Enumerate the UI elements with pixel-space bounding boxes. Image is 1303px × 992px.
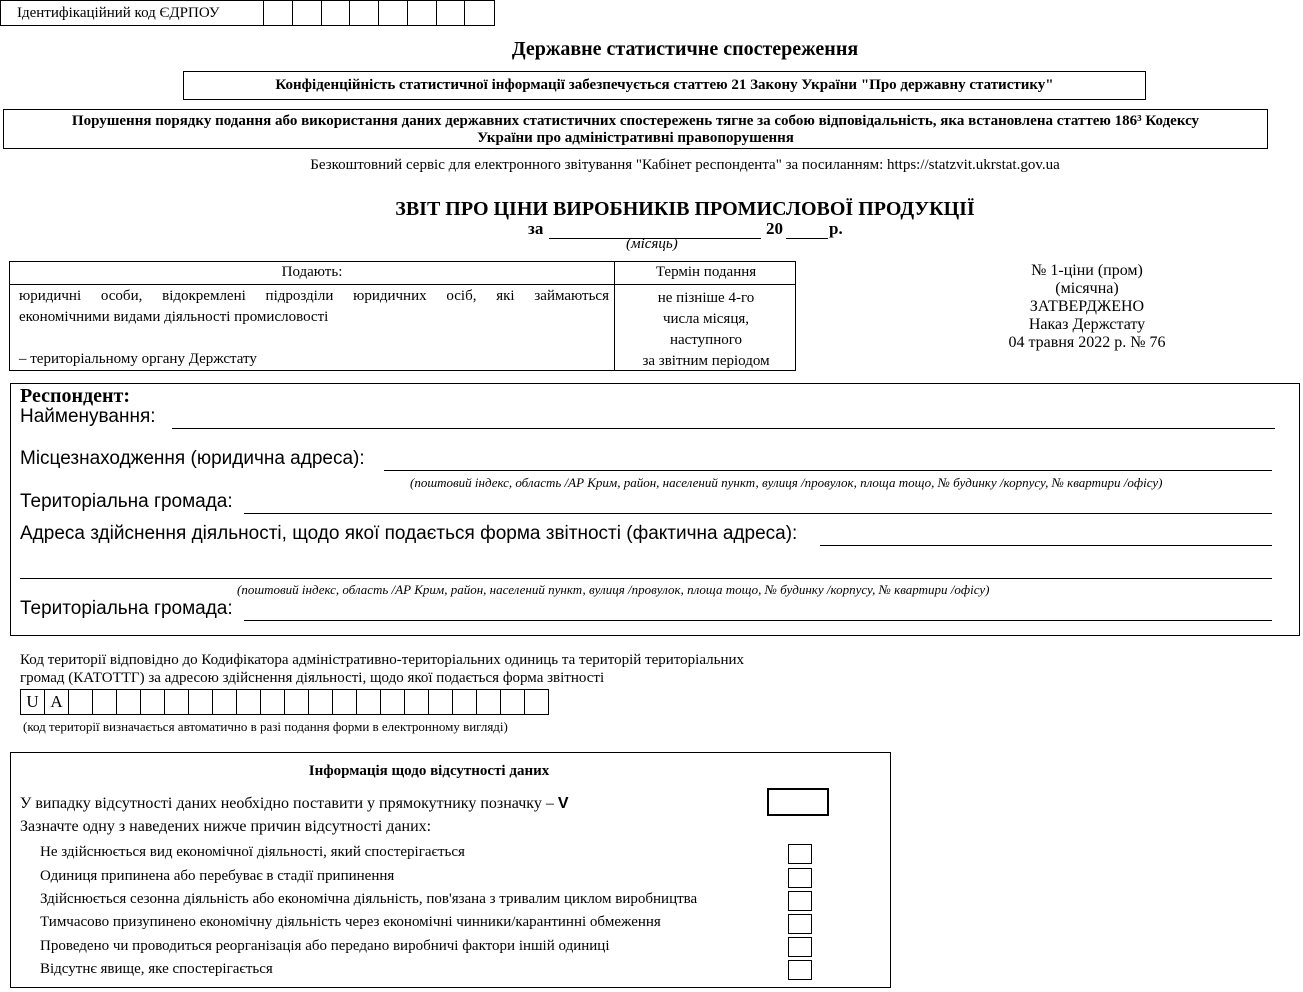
reason-1-label: Не здійснюється вид економічної діяльності, який спостерігається [40, 844, 465, 860]
edrpou-digit-cell[interactable] [322, 1, 351, 25]
katottg-digit-cell[interactable] [356, 689, 381, 715]
reason-2-label: Одиниця припинена або перебуває в стадії припинення [40, 868, 395, 884]
absence-mark-box[interactable] [767, 788, 829, 816]
deadline-line-2: числа місяця, [662, 311, 749, 327]
submission-table [9, 261, 796, 371]
reason-6-label: Відсутнє явище, яке спостерігається [40, 961, 273, 977]
period-prefix: за [528, 219, 544, 238]
respondent-section [10, 383, 1300, 636]
absence-choose-text: Зазначте одну з наведених нижче причин відсутності даних: [20, 818, 432, 835]
report-title: ЗВІТ ПРО ЦІНИ ВИРОБНИКІВ ПРОМИСЛОВОЇ ПРОДУКЦІЇ [395, 198, 975, 220]
katottg-digit-cell[interactable] [500, 689, 525, 715]
respondent-heading: Респондент: [20, 385, 130, 407]
survey-title: Державне статистичне спостереження [511, 38, 859, 60]
katottg-digit-cell[interactable] [164, 689, 189, 715]
approval-block [935, 262, 1239, 352]
katottg-note: (код території визначається автоматично в разі подання форми в електронному вигляді) [23, 719, 508, 734]
reason-4-checkbox[interactable] [788, 914, 812, 934]
katottg-digit-cell[interactable] [260, 689, 285, 715]
community-label-2: Територіальна громада: [20, 598, 233, 619]
edrpou-digit-cell[interactable] [350, 1, 379, 25]
edrpou-digit-cell[interactable] [408, 1, 437, 25]
reason-5-checkbox[interactable] [788, 937, 812, 957]
edrpou-digit-cell[interactable] [437, 1, 466, 25]
name-label: Найменування: [20, 406, 156, 427]
legal-address-hint: (поштовий індекс, область /АР Крим, район, населений пункт, вулиця /провулок, площа тощо, № будинку /корпусу, № квартири /офісу) [410, 475, 1163, 490]
edrpou-label: Ідентифікаційний код ЄДРПОУ [1, 1, 264, 25]
katottg-description [20, 651, 744, 687]
year-input-line[interactable] [786, 238, 828, 239]
violation-line-1: Порушення порядку подання або використання даних державних статистичних спостережень тягне за собою відповідальність, яка встановлена статтею 186³ Кодексу [71, 113, 1200, 129]
katottg-digit-cell[interactable] [284, 689, 309, 715]
year-prefix: 20 [766, 219, 783, 238]
absence-mark: V [557, 795, 569, 812]
katottg-digit-cell[interactable] [524, 689, 549, 715]
community-input-line-2[interactable] [244, 620, 1272, 621]
actual-address-hint: (поштовий індекс, область /АР Крим, район, населений пункт, вулиця /провулок, площа тощо, № будинку /корпусу, № квартири /офісу) [237, 582, 990, 597]
katottg-line-1: Код території відповідно до Кодифікатора адміністративно-територіальних одиниць та територій територіальних [20, 652, 745, 668]
edrpou-code-box [0, 0, 495, 26]
katottg-code-cells [20, 689, 564, 715]
edrpou-digit-cell[interactable] [379, 1, 408, 25]
katottg-prefix-a: A [44, 689, 69, 715]
katottg-digit-cell[interactable] [92, 689, 117, 715]
absence-instruction [20, 795, 568, 813]
reason-6-checkbox[interactable] [788, 960, 812, 980]
who-submits-header: Подають: [281, 264, 343, 280]
who-line-2: економічними видами діяльності промисловості [19, 309, 329, 325]
katottg-digit-cell[interactable] [404, 689, 429, 715]
electronic-service-note: Безкоштовний сервіс для електронного звітування "Кабінет респондента" за посиланням: https://statzvit.ukrstat.gov.ua [310, 157, 1060, 173]
katottg-digit-cell[interactable] [428, 689, 453, 715]
violation-line-2: України про адміністративні правопорушення [477, 130, 794, 146]
katottg-digit-cell[interactable] [212, 689, 237, 715]
year-suffix: р. [829, 219, 843, 238]
katottg-digit-cell[interactable] [308, 689, 333, 715]
katottg-digit-cell[interactable] [188, 689, 213, 715]
katottg-digit-cell[interactable] [116, 689, 141, 715]
katottg-prefix-u: U [20, 689, 45, 715]
violation-notice [3, 109, 1268, 149]
reason-2-checkbox[interactable] [788, 868, 812, 888]
name-input-line[interactable] [172, 428, 1275, 429]
deadline-header: Термін подання [655, 264, 757, 280]
reason-3-label: Здійснюється сезонна діяльність або економічна діяльність, пов'язана з тривалим циклом виробництва [40, 891, 698, 907]
katottg-digit-cell[interactable] [140, 689, 165, 715]
absence-instruction-text: У випадку відсутності даних необхідно поставити у прямокутнику позначку – [20, 795, 554, 812]
form-periodicity: (місячна) [1055, 280, 1119, 297]
who-line-1: юридичні особи, відокремлені підрозділи юридичних осіб, які займаються [19, 288, 609, 304]
deadline-line-1: не пізніше 4-го [657, 290, 755, 306]
katottg-digit-cell[interactable] [332, 689, 357, 715]
deadline-line-3: наступного [669, 332, 743, 348]
edrpou-digit-cell[interactable] [293, 1, 322, 25]
katottg-digit-cell[interactable] [452, 689, 477, 715]
legal-address-label: Місцезнаходження (юридична адреса): [20, 448, 365, 469]
edrpou-digit-cell[interactable] [465, 1, 494, 25]
month-hint: (місяць) [626, 236, 678, 252]
actual-address-label: Адреса здійснення діяльності, щодо якої подається форма звітності (фактична адреса): [20, 523, 798, 544]
katottg-digit-cell[interactable] [476, 689, 501, 715]
confidentiality-notice: Конфіденційність статистичної інформації забезпечується статтею 21 Закону України "Про державну статистику" [183, 71, 1146, 100]
actual-address-input-line-2[interactable] [20, 578, 1272, 579]
reason-5-label: Проведено чи проводиться реорганізація або передано виробничі фактори іншій одиниці [40, 938, 610, 954]
legal-address-input-line[interactable] [384, 470, 1272, 471]
community-label: Територіальна громада: [20, 491, 233, 512]
katottg-digit-cell[interactable] [68, 689, 93, 715]
katottg-line-2: громад (КАТОТТГ) за адресою здійснення діяльності, щодо якої подається форма звітності [20, 670, 605, 686]
katottg-digit-cell[interactable] [236, 689, 261, 715]
who-submits-text [19, 286, 609, 328]
katottg-digit-cell[interactable] [380, 689, 405, 715]
reason-3-checkbox[interactable] [788, 891, 812, 911]
approval-order: Наказ Держстату [1028, 316, 1146, 333]
deadline-text [615, 288, 797, 372]
absence-title: Інформація щодо відсутності даних [308, 763, 550, 779]
who-line-3: – територіальному органу Держстату [19, 351, 257, 367]
community-input-line[interactable] [244, 513, 1272, 514]
edrpou-digit-cell[interactable] [264, 1, 293, 25]
deadline-line-4: за звітним періодом [642, 353, 770, 369]
table-divider-horizontal [10, 284, 795, 285]
actual-address-input-line[interactable] [820, 545, 1272, 546]
approved-label: ЗАТВЕРДЖЕНО [1029, 298, 1145, 315]
form-number: № 1-ціни (пром) [1031, 262, 1143, 279]
approval-date: 04 травня 2022 р. № 76 [1008, 334, 1166, 351]
data-absence-section [10, 752, 891, 988]
reason-1-checkbox[interactable] [788, 844, 812, 864]
reason-4-label: Тимчасово призупинено економічну діяльність через економічні чинники/карантинні обмеження [40, 914, 661, 930]
